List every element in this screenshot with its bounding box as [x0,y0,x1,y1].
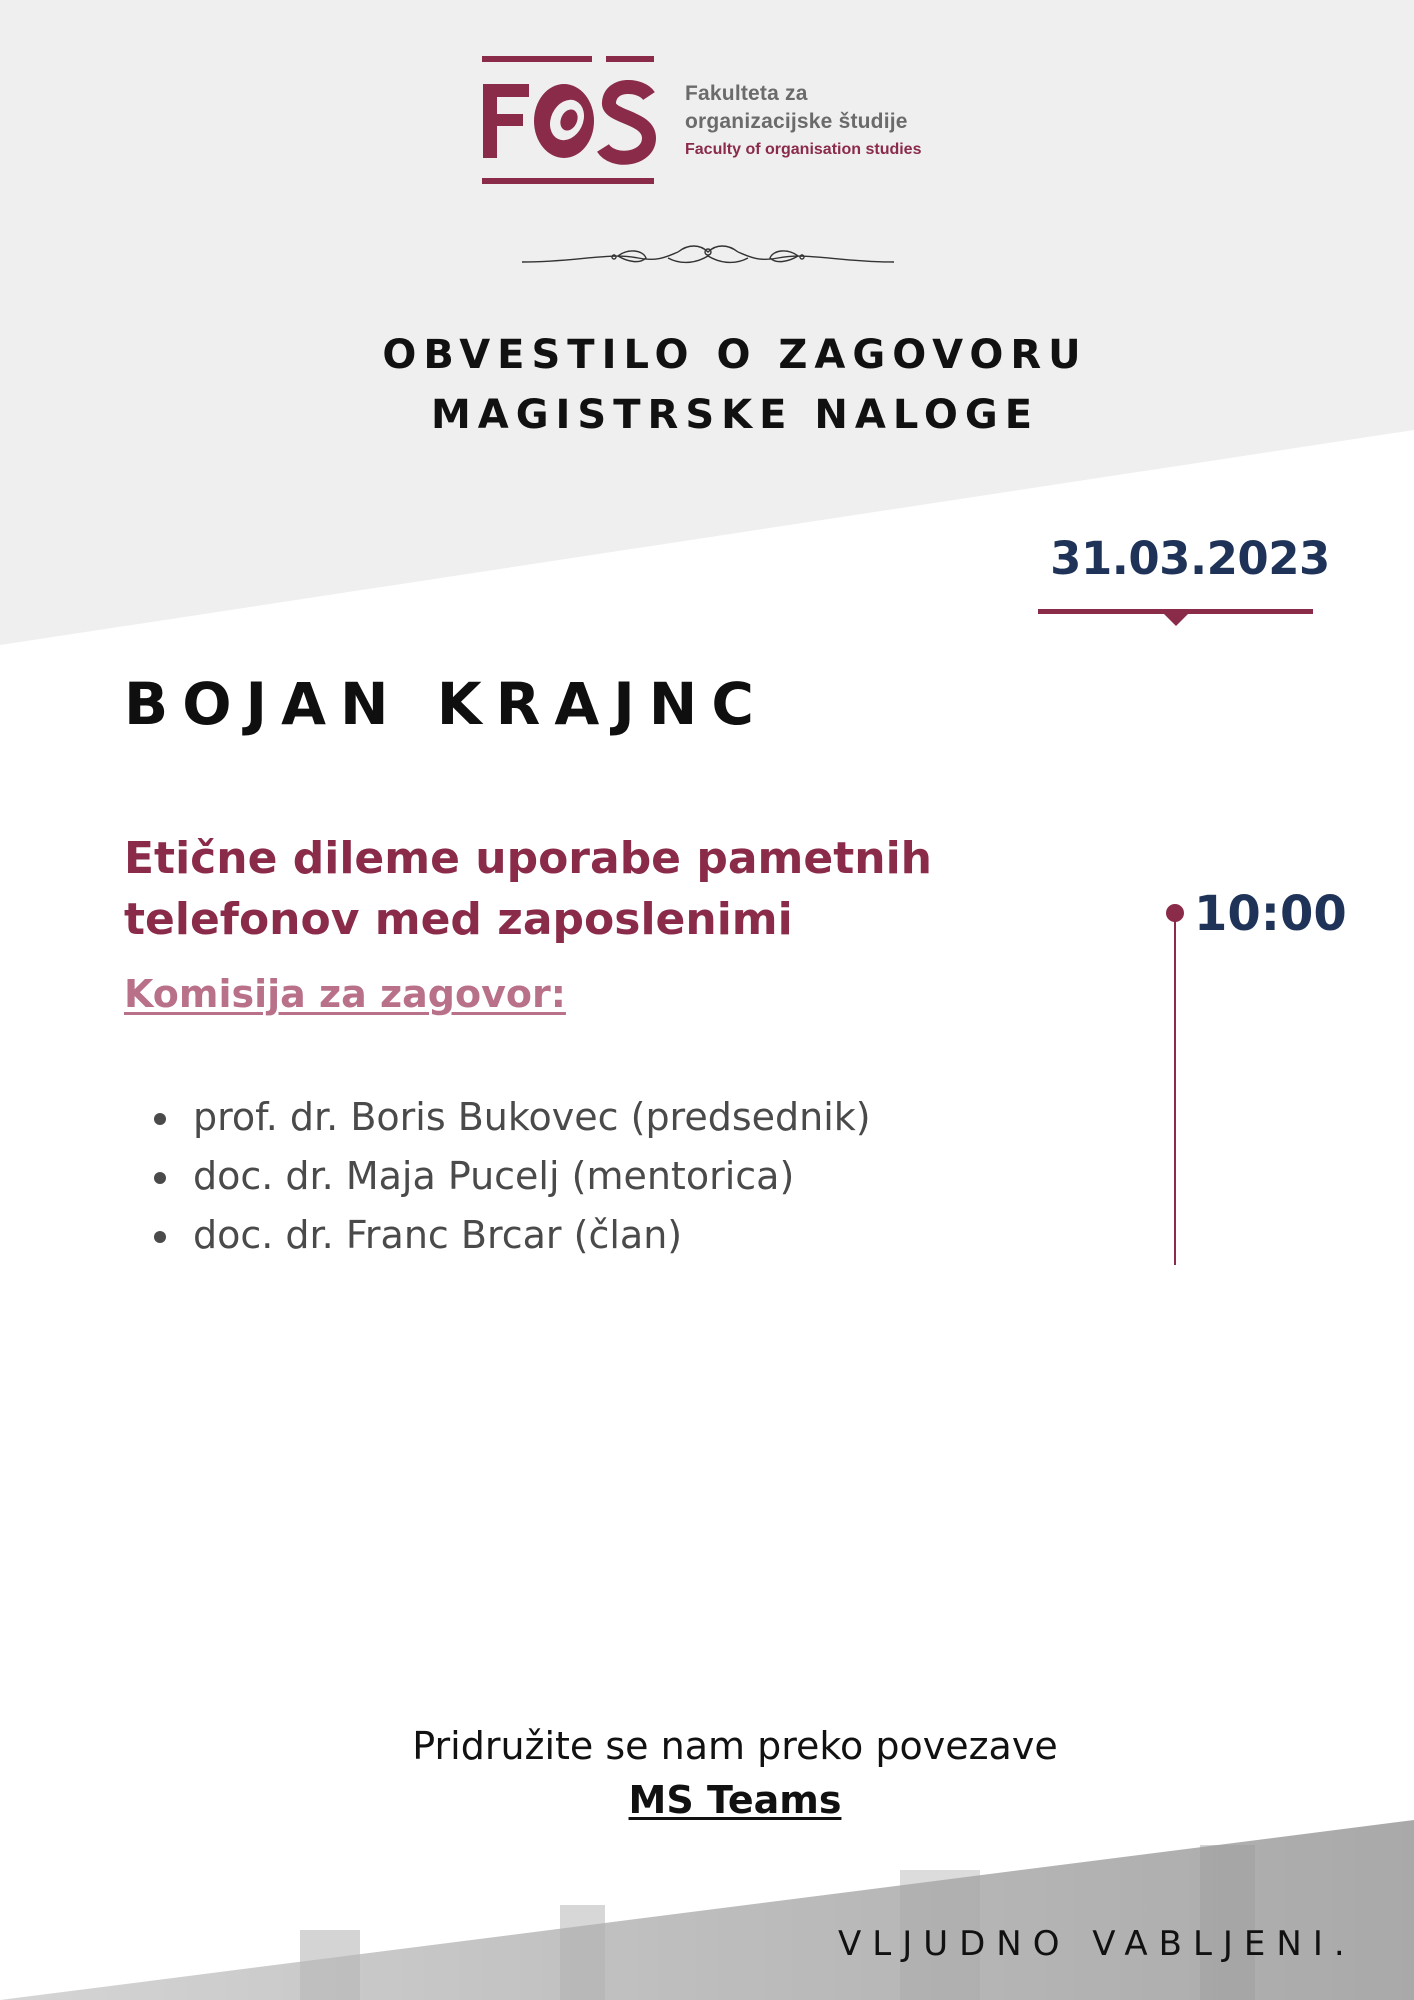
candidate-name: BOJAN KRAJNC [124,670,768,738]
logo-text-line3: Faculty of organisation studies [685,141,922,158]
ms-teams-link[interactable]: MS Teams [628,1778,842,1822]
closing-text: VLJUDNO VABLJENI. [838,1924,1356,1964]
logo-wordmark [685,80,921,164]
page-title-line1: OBVESTILO O ZAGOVORU [382,332,1088,378]
committee-list [124,1088,871,1265]
time-timeline-line [1174,913,1176,1265]
join-info [0,1719,1414,1827]
thesis-title: Etične dileme uporabe pametnih telefonov med zaposlenimi [124,833,932,945]
committee-member: doc. dr. Franc Brcar (član) [124,1206,871,1265]
defense-date: 31.03.2023 [1050,532,1330,585]
defense-time: 10:00 [1194,886,1347,942]
page-title-line2: MAGISTRSKE NALOGE [430,392,1040,438]
logo-text-line1: Fakulteta za [685,82,808,105]
date-pointer-icon [1163,613,1189,626]
ornament-divider-icon [518,238,898,272]
committee-label: Komisija za zagovor: [124,972,566,1016]
fos-logo [481,54,941,194]
committee-member: prof. dr. Boris Bukovec (predsednik) [124,1088,871,1147]
fos-mark-icon [481,54,661,194]
committee-member: doc. dr. Maja Pucelj (mentorica) [124,1147,871,1206]
logo-text-line2: organizacijske študije [685,110,908,133]
page-title [0,325,1414,445]
join-text: Pridružite se nam preko povezave [412,1724,1058,1768]
time-marker-icon [1166,904,1184,922]
